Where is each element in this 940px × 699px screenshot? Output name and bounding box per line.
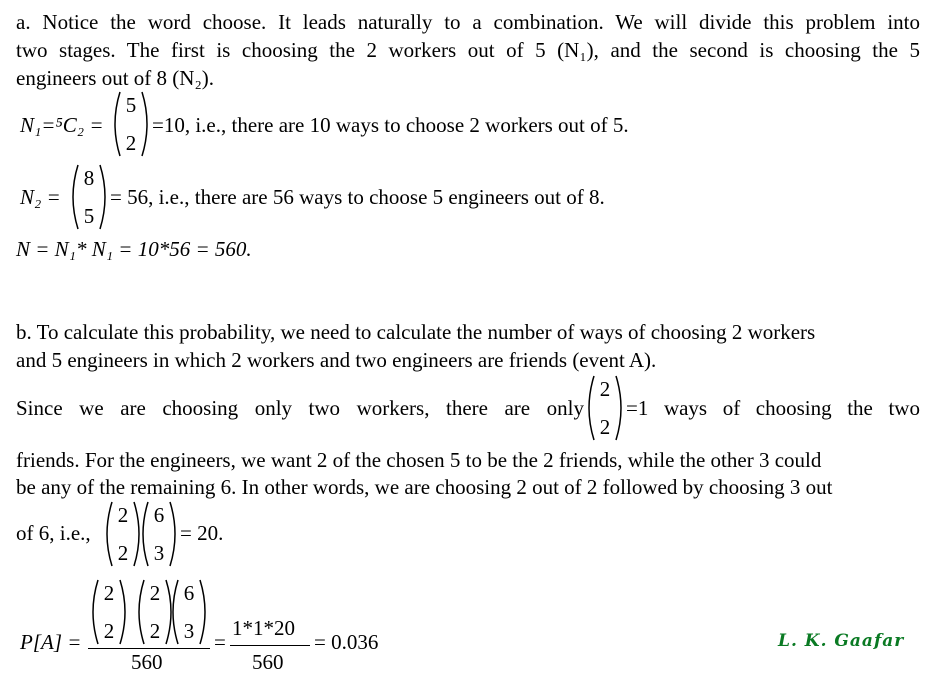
prob-num-2 — [232, 616, 295, 641]
part-b-line-5-text: be any of the remaining 6. In other words, we are choosing 2 out of 2 followed by choosing 3 out — [16, 475, 833, 499]
word: choosing — [162, 396, 239, 420]
eq1-top: 5 — [125, 93, 137, 117]
part-b-line-2 — [16, 347, 656, 373]
pb2-top: 2 — [149, 581, 161, 605]
prob-lhs-text: P[A] = — [20, 630, 82, 654]
word: the — [847, 396, 873, 420]
eq1-bottom: 2 — [125, 131, 137, 155]
eq-text: = — [214, 630, 226, 654]
part-a-line-2-text: two stages. The first is choosing the 2 workers out of 5 (N₁), and the second is choosing the 5 — [16, 38, 920, 62]
eq3-text: N = N₁* N₁ = 10*56 = 560. — [16, 237, 252, 261]
pb2-bottom: 2 — [149, 619, 161, 643]
b1-bottom: 2 — [117, 541, 129, 565]
den1-text: 560 — [131, 650, 163, 674]
part-b-line-5 — [16, 474, 920, 500]
line3-bottom: 2 — [599, 415, 611, 439]
prob-eq — [214, 630, 226, 655]
word: workers, — [356, 396, 430, 420]
b1-top: 2 — [117, 503, 129, 527]
eq2-rhs — [110, 185, 605, 210]
line6-rhs-text: = 20. — [180, 521, 224, 545]
word: are — [504, 396, 531, 420]
word: only — [254, 396, 293, 420]
part-a-line-2 — [16, 37, 920, 63]
eq1-rhs — [152, 113, 629, 138]
word: two — [888, 396, 920, 420]
prob-lhs — [20, 630, 81, 655]
prob-binomial-3 — [170, 578, 208, 646]
eq1-lhs — [20, 113, 104, 138]
word: we — [79, 396, 104, 420]
part-b-line-1 — [16, 319, 920, 345]
part-b-line-1-text: b. To calculate this probability, we need to calculate the number of ways of choosing 2 workers — [16, 320, 816, 344]
line6-binomial-2 — [140, 500, 178, 568]
line6-binomial-1 — [104, 500, 142, 568]
eq1-rhs-text: =10, i.e., there are 10 ways to choose 2 workers out of 5. — [152, 113, 629, 137]
word: choosing — [755, 396, 832, 420]
part-b-line-6-text — [16, 521, 91, 546]
pb3-top: 6 — [183, 581, 195, 605]
word: there — [445, 396, 488, 420]
line3-binomial — [586, 374, 624, 442]
word: =1 — [626, 396, 649, 420]
part-b-line-4-text: friends. For the engineers, we want 2 of the chosen 5 to be the 2 friends, while the other 3 could — [16, 448, 822, 472]
part-b-line-3-left — [16, 395, 584, 421]
part-a-line-3-text: engineers out of 8 (N₂). — [16, 66, 215, 90]
prob-den-1 — [131, 650, 163, 675]
word: two — [308, 396, 341, 420]
eq2-bottom: 5 — [83, 204, 95, 228]
part-a-line-1-text: a. Notice the word choose. It leads naturally to a combination. We will divide this problem into — [16, 10, 920, 34]
b2-bottom: 3 — [153, 541, 165, 565]
pb3-bottom: 3 — [183, 619, 195, 643]
eq3 — [16, 237, 252, 262]
prob-binomial-2 — [136, 578, 174, 646]
pb1-bottom: 2 — [103, 619, 115, 643]
eq1-lhs-text: N₁=⁵C₂ = — [20, 113, 104, 137]
eq2-lhs — [20, 185, 61, 210]
signature-text: L. K. Gaafar — [778, 631, 905, 651]
word: are — [120, 396, 146, 420]
eq2-lhs-text: N₂ = — [20, 185, 61, 209]
part-a-line-1 — [16, 9, 920, 35]
word: of — [722, 396, 741, 420]
num2-text: 1*1*20 — [232, 616, 295, 640]
pb1-top: 2 — [103, 581, 115, 605]
line6-rhs — [180, 521, 223, 546]
line6-label: of 6, i.e., — [16, 521, 91, 545]
b2-top: 6 — [153, 503, 165, 527]
prob-den-2 — [252, 650, 284, 675]
part-b-line-2-text: and 5 engineers in which 2 workers and two engineers are friends (event A). — [16, 348, 657, 372]
eq2-rhs-text: = 56, i.e., there are 56 ways to choose 5 engineers out of 8. — [110, 185, 605, 209]
eq2-binomial — [70, 163, 108, 231]
prob-result — [314, 630, 378, 655]
part-b-line-3-right — [626, 395, 920, 421]
line3-top: 2 — [599, 377, 611, 401]
part-a-line-3 — [16, 65, 214, 91]
result-text: = 0.036 — [314, 630, 379, 654]
prob-binomial-1 — [90, 578, 128, 646]
word: ways — [663, 396, 708, 420]
part-b-line-4 — [16, 447, 920, 473]
eq2-top: 8 — [83, 166, 95, 190]
den2-text: 560 — [252, 650, 284, 674]
fraction-bar-2 — [230, 645, 310, 646]
word: Since — [16, 396, 63, 420]
word: only — [546, 396, 584, 420]
author-signature — [778, 631, 904, 651]
eq1-binomial — [112, 90, 150, 158]
